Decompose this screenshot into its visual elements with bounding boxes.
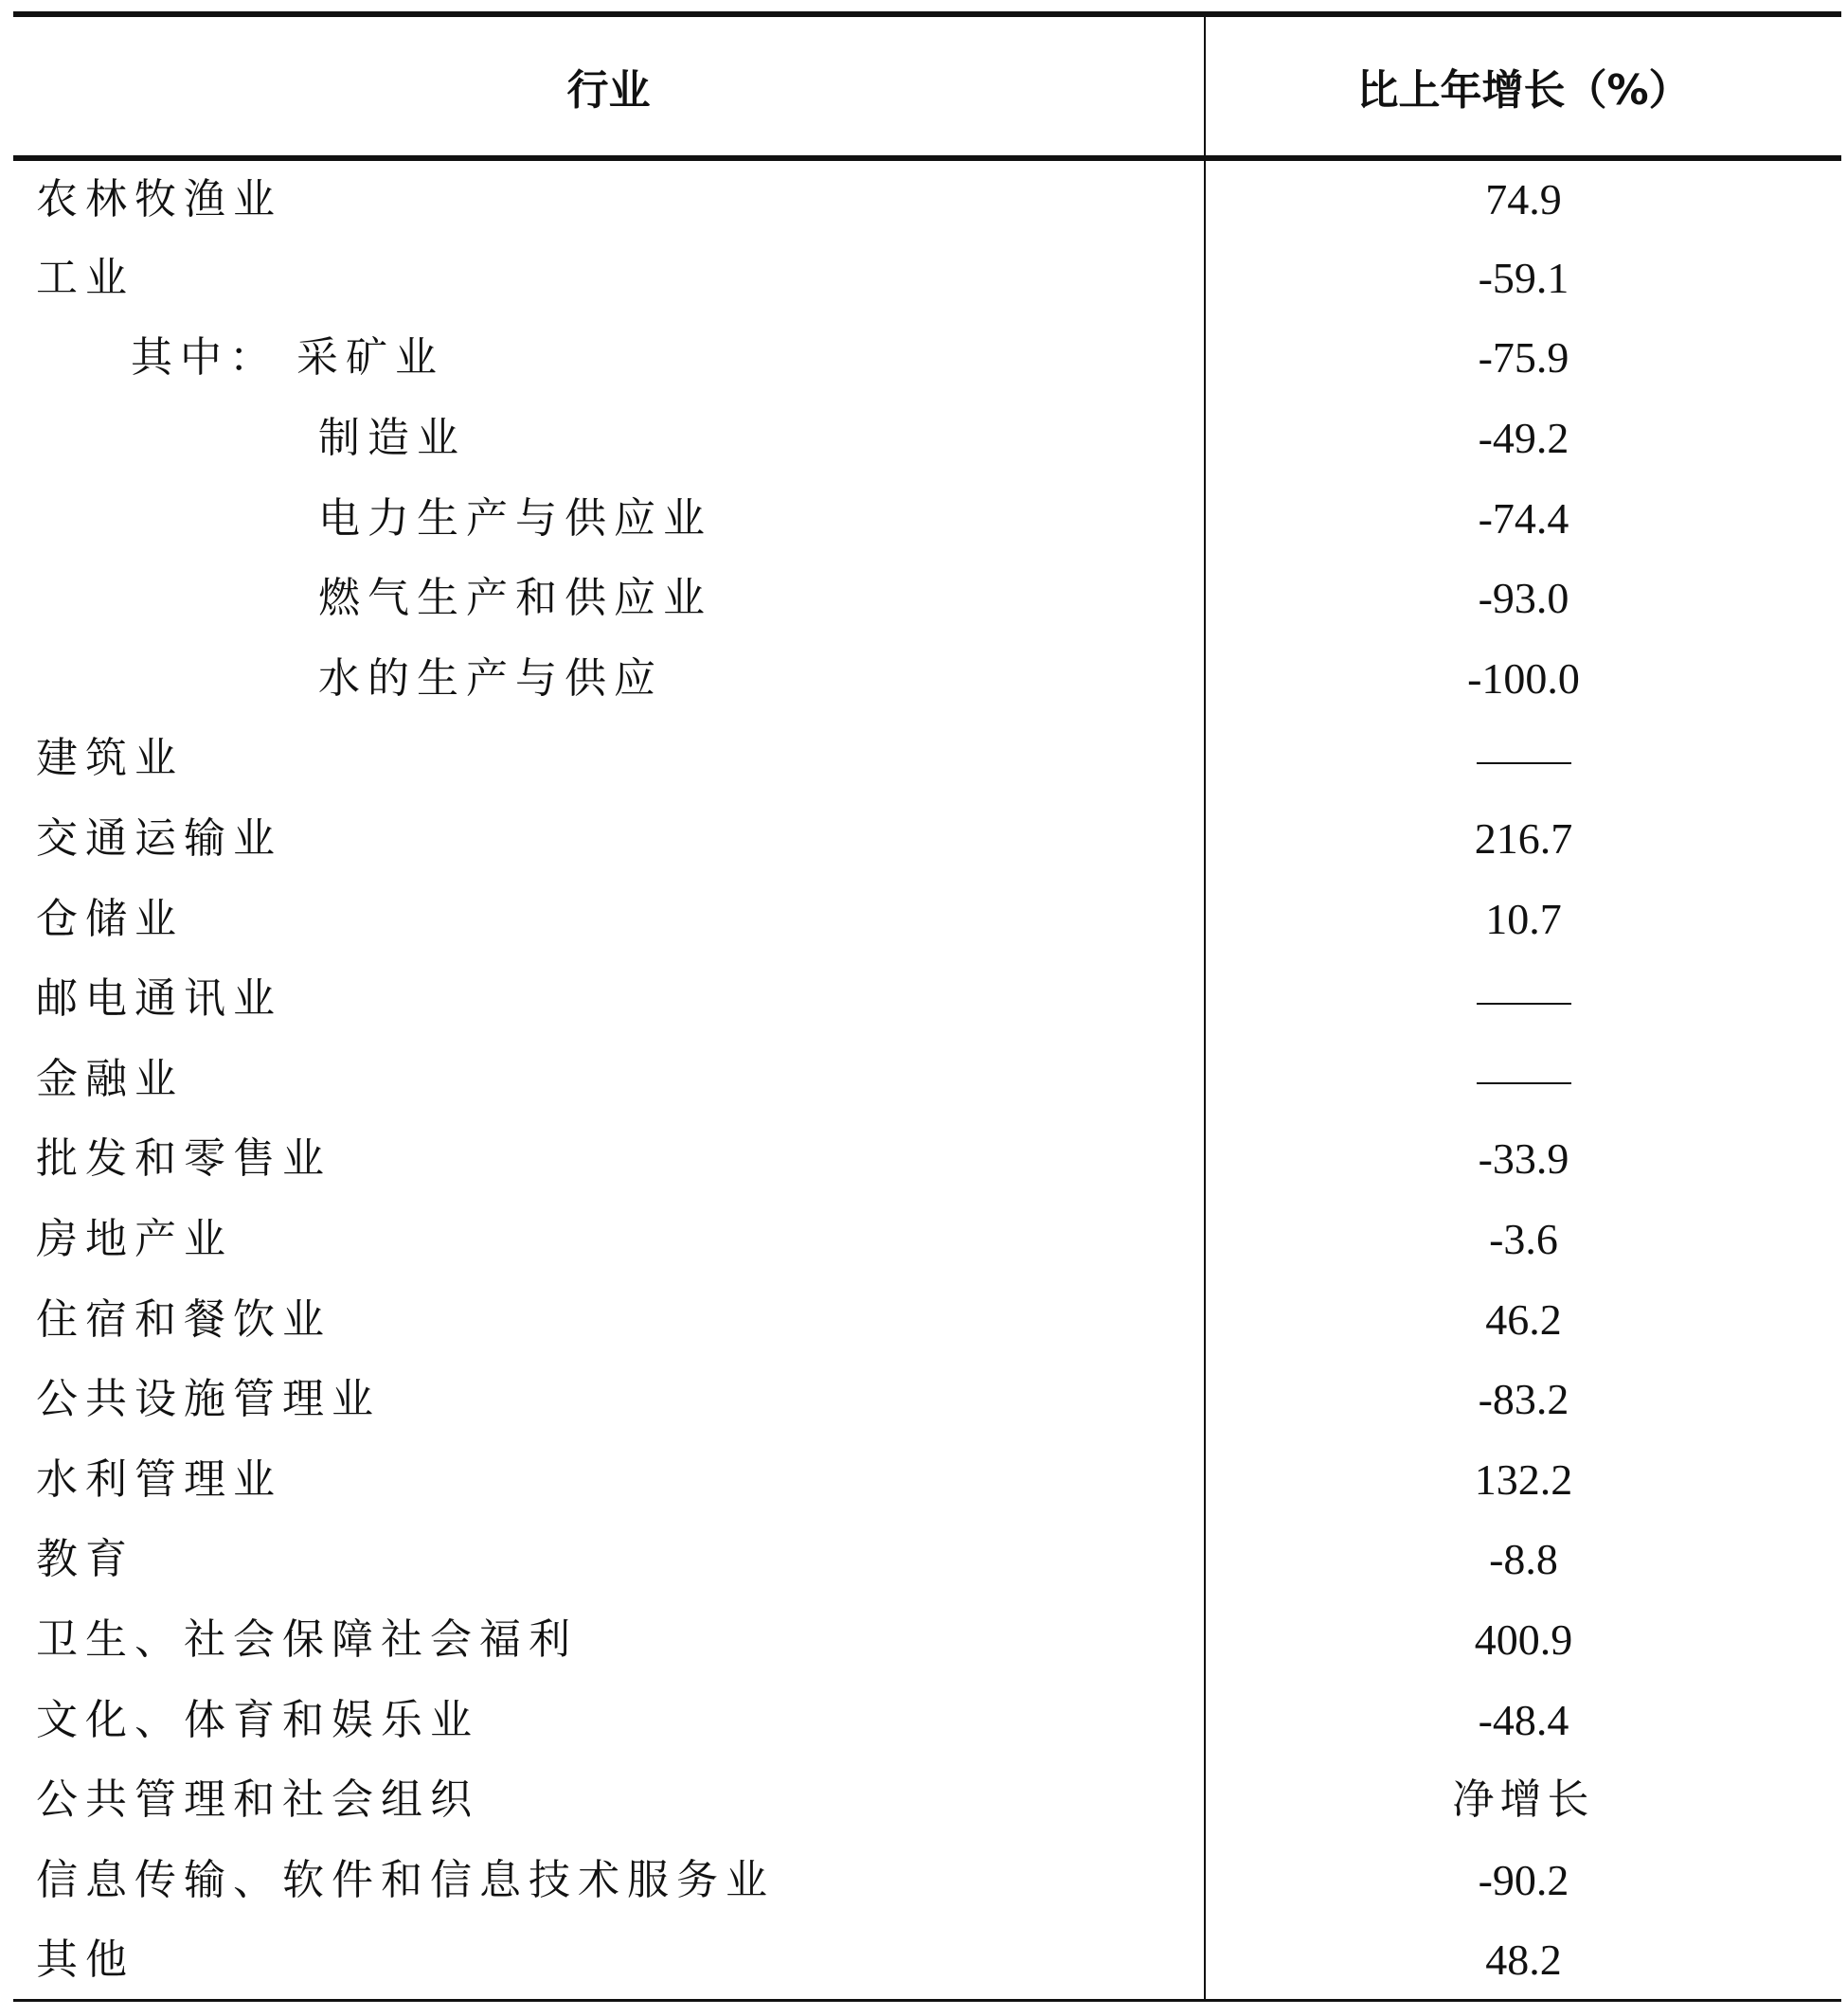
table-row	[13, 1840, 1841, 1920]
growth-cell	[1205, 1040, 1841, 1120]
industry-cell	[13, 478, 1205, 559]
no-data-dash	[1477, 762, 1571, 764]
industry-cell	[13, 239, 1205, 319]
table-row	[13, 318, 1841, 399]
table-row	[13, 1600, 1841, 1681]
industry-label: 房地产业	[36, 1215, 233, 1264]
table-row	[13, 1279, 1841, 1360]
industry-label: 公共设施管理业	[36, 1375, 381, 1424]
no-data-dash	[1477, 1003, 1571, 1005]
table-row	[13, 478, 1841, 559]
growth-cell: 132.2	[1474, 1454, 1573, 1504]
industry-cell	[13, 1680, 1205, 1760]
growth-cell: 净增长	[1452, 1775, 1595, 1825]
industry-cell	[13, 559, 1205, 639]
industry-label: 邮电通讯业	[36, 974, 282, 1024]
industry-label: 水利管理业	[36, 1454, 282, 1504]
industry-cell	[13, 1200, 1205, 1280]
table-row	[13, 1440, 1841, 1521]
industry-cell	[13, 1279, 1205, 1360]
industry-label: 农林牧渔业	[36, 174, 282, 223]
industry-cell	[13, 1840, 1205, 1920]
industry-cell	[13, 799, 1205, 880]
growth-cell: -75.9	[1478, 333, 1569, 383]
table-row	[13, 879, 1841, 959]
industry-cell	[13, 1440, 1205, 1521]
growth-cell: -59.1	[1478, 253, 1569, 302]
growth-table	[13, 11, 1841, 2002]
industry-cell	[13, 1600, 1205, 1681]
table-row	[13, 639, 1841, 720]
industry-label: 信息传输、软件和信息技术服务业	[36, 1855, 775, 1904]
industry-label: 住宿和餐饮业	[36, 1294, 332, 1344]
industry-cell	[13, 1119, 1205, 1200]
industry-cell	[13, 639, 1205, 720]
industry-cell	[13, 1760, 1205, 1841]
industry-label: 文化、体育和娱乐业	[36, 1695, 479, 1744]
industry-cell	[13, 1040, 1205, 1120]
table-row	[13, 1520, 1841, 1600]
table-row	[13, 719, 1841, 799]
industry-label: 制造业	[318, 414, 466, 463]
industry-label: 公共管理和社会组织	[36, 1775, 479, 1825]
table-row	[13, 959, 1841, 1040]
table-row	[13, 158, 1841, 239]
table-row	[13, 1760, 1841, 1841]
industry-cell	[13, 318, 1205, 399]
industry-label: 采矿业	[296, 333, 444, 383]
growth-cell	[1205, 959, 1841, 1040]
industry-column-header: 行业	[13, 14, 1205, 158]
industry-cell	[13, 1360, 1205, 1440]
growth-cell: 46.2	[1485, 1294, 1562, 1344]
growth-cell: -100.0	[1467, 653, 1580, 703]
growth-cell: -74.4	[1478, 493, 1569, 543]
industry-label: 工业	[36, 253, 134, 302]
table-row	[13, 399, 1841, 479]
growth-cell: -3.6	[1489, 1215, 1558, 1264]
growth-cell	[1205, 719, 1841, 799]
industry-cell	[13, 1920, 1205, 2001]
growth-cell: -8.8	[1489, 1535, 1558, 1584]
growth-cell: -49.2	[1478, 414, 1569, 463]
industry-cell	[13, 719, 1205, 799]
growth-cell: -48.4	[1478, 1695, 1569, 1744]
table-row	[13, 1040, 1841, 1120]
table-row	[13, 1360, 1841, 1440]
growth-cell: -33.9	[1478, 1134, 1569, 1184]
growth-cell: 400.9	[1474, 1615, 1573, 1664]
industry-label: 金融业	[36, 1054, 184, 1103]
industry-label: 其他	[36, 1935, 134, 1984]
industry-label: 交通运输业	[36, 814, 282, 864]
table-row	[13, 559, 1841, 639]
no-data-dash	[1477, 1082, 1571, 1084]
industry-cell	[13, 1520, 1205, 1600]
growth-cell: -90.2	[1478, 1855, 1569, 1904]
table-body	[13, 158, 1841, 2001]
industry-label: 电力生产与供应业	[318, 493, 712, 543]
industry-label: 仓储业	[36, 894, 184, 943]
table-row	[13, 239, 1841, 319]
table-row	[13, 1680, 1841, 1760]
industry-cell	[13, 959, 1205, 1040]
industry-cell	[13, 158, 1205, 239]
table-row	[13, 1920, 1841, 2001]
growth-column-header: 比上年增长（%）	[1205, 14, 1841, 158]
table-row	[13, 1200, 1841, 1280]
growth-cell: 74.9	[1485, 174, 1562, 223]
table-row	[13, 1119, 1841, 1200]
growth-cell: -83.2	[1478, 1375, 1569, 1424]
growth-cell: -93.0	[1478, 574, 1569, 623]
table-row	[13, 799, 1841, 880]
growth-cell: 48.2	[1205, 1920, 1841, 2001]
industry-label: 教育	[36, 1535, 134, 1584]
industry-cell	[13, 399, 1205, 479]
industry-label: 卫生、社会保障社会福利	[36, 1615, 578, 1664]
growth-cell: 216.7	[1474, 814, 1573, 864]
table-header-row	[13, 14, 1841, 158]
industry-label: 建筑业	[36, 734, 184, 783]
growth-cell: 10.7	[1485, 894, 1562, 943]
industry-label: 批发和零售业	[36, 1134, 332, 1184]
industry-label: 燃气生产和供应业	[318, 574, 712, 623]
industry-label: 水的生产与供应	[318, 653, 663, 703]
subcategory-prefix: 其中：	[131, 333, 278, 383]
industry-cell	[13, 879, 1205, 959]
